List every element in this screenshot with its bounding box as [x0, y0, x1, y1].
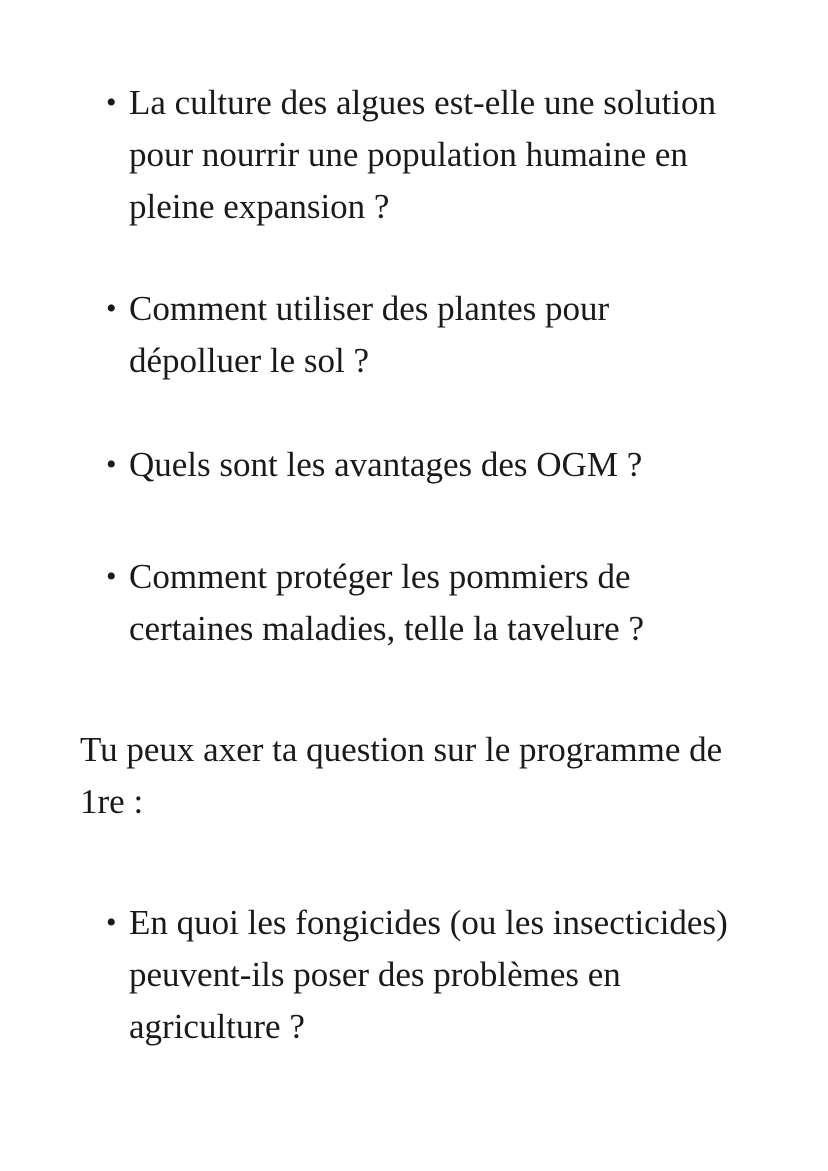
- bullet-icon: •: [106, 906, 117, 939]
- list-item: [106, 439, 746, 491]
- intro-paragraph: Tu peux axer ta question sur le programme de 1re :: [80, 730, 723, 821]
- bullet-icon: •: [106, 448, 117, 481]
- list-item-text: Quels sont les avantages des OGM ?: [129, 445, 643, 484]
- list-item: [106, 77, 746, 233]
- list-item: [106, 551, 746, 655]
- list-item-text: En quoi les fongicides (ou les insecticides) peuvent-ils poser des problèmes en agriculture ?: [129, 903, 728, 1046]
- bullet-icon: •: [106, 292, 117, 325]
- list-item-text: Comment utiliser des plantes pour dépolluer le sol ?: [129, 289, 610, 380]
- list-item: [106, 897, 746, 1053]
- bullet-icon: •: [106, 560, 117, 593]
- list-item: [106, 283, 746, 387]
- bullet-icon: •: [106, 86, 117, 119]
- list-item-text: Comment protéger les pommiers de certaines maladies, telle la tavelure ?: [129, 557, 645, 648]
- list-item-text: La culture des algues est-elle une solution pour nourrir une population humaine en pleine expansion ?: [129, 83, 717, 226]
